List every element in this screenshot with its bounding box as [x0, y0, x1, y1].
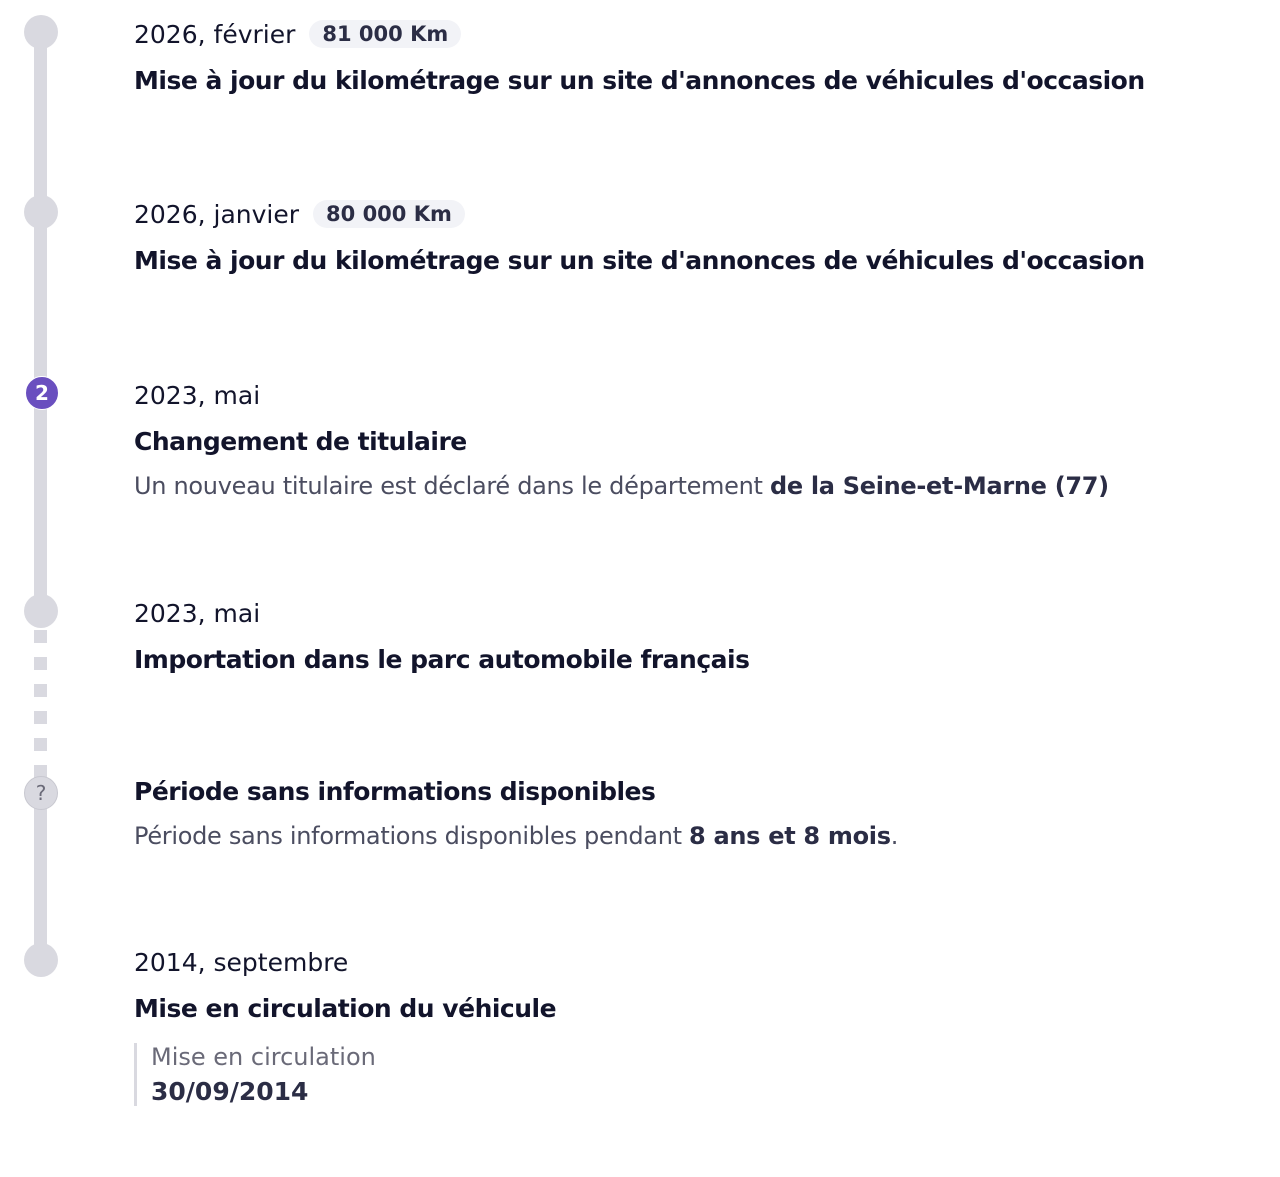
- registration-detail: [134, 1043, 1260, 1106]
- desc-bold: 8 ans et 8 mois: [689, 822, 891, 850]
- timeline-dot: [24, 195, 58, 229]
- timeline-dot: [24, 943, 58, 977]
- timeline-dot: [24, 594, 58, 628]
- question-icon: ?: [24, 776, 58, 810]
- event-title: Changement de titulaire: [134, 427, 467, 456]
- event-title: Mise en circulation du véhicule: [134, 994, 557, 1023]
- timeline-line: [34, 32, 47, 612]
- desc-text: Période sans informations disponibles pendant: [134, 822, 690, 850]
- event-title: Mise à jour du kilométrage sur un site d'annonces de véhicules d'occasion: [134, 66, 1145, 95]
- timeline-dash: [34, 657, 47, 670]
- event-date: 2023, mai: [134, 598, 261, 628]
- timeline-event: [134, 763, 1260, 850]
- timeline-dash: [34, 684, 47, 697]
- timeline-dash: [34, 630, 47, 643]
- mileage-badge: 81 000 Km: [309, 20, 461, 48]
- event-description: [134, 822, 1260, 850]
- timeline-event: [134, 377, 1260, 500]
- timeline-event: [134, 944, 1260, 1106]
- desc-bold: de la Seine-et-Marne (77): [769, 472, 1109, 500]
- timeline-event: [134, 16, 1260, 95]
- mileage-badge: 80 000 Km: [313, 200, 465, 228]
- event-date: 2023, mai: [134, 380, 261, 410]
- desc-text: .: [890, 822, 899, 850]
- event-date: 2014, septembre: [134, 947, 349, 977]
- timeline-dash: [34, 738, 47, 751]
- desc-text: Un nouveau titulaire est déclaré dans le département: [134, 472, 770, 500]
- detail-value: 30/09/2014: [151, 1077, 309, 1106]
- step-number-badge: 2: [25, 376, 59, 410]
- timeline-event: [134, 196, 1260, 275]
- event-description: [134, 472, 1260, 500]
- timeline-event: [134, 595, 1260, 674]
- timeline-dot: [24, 15, 58, 49]
- event-date: 2026, janvier: [134, 199, 300, 229]
- event-title: Mise à jour du kilométrage sur un site d'annonces de véhicules d'occasion: [134, 246, 1145, 275]
- detail-label: Mise en circulation: [151, 1043, 376, 1071]
- event-date: 2026, février: [134, 19, 296, 49]
- timeline-dash: [34, 711, 47, 724]
- event-title: Importation dans le parc automobile français: [134, 645, 750, 674]
- event-title: Période sans informations disponibles: [134, 777, 656, 806]
